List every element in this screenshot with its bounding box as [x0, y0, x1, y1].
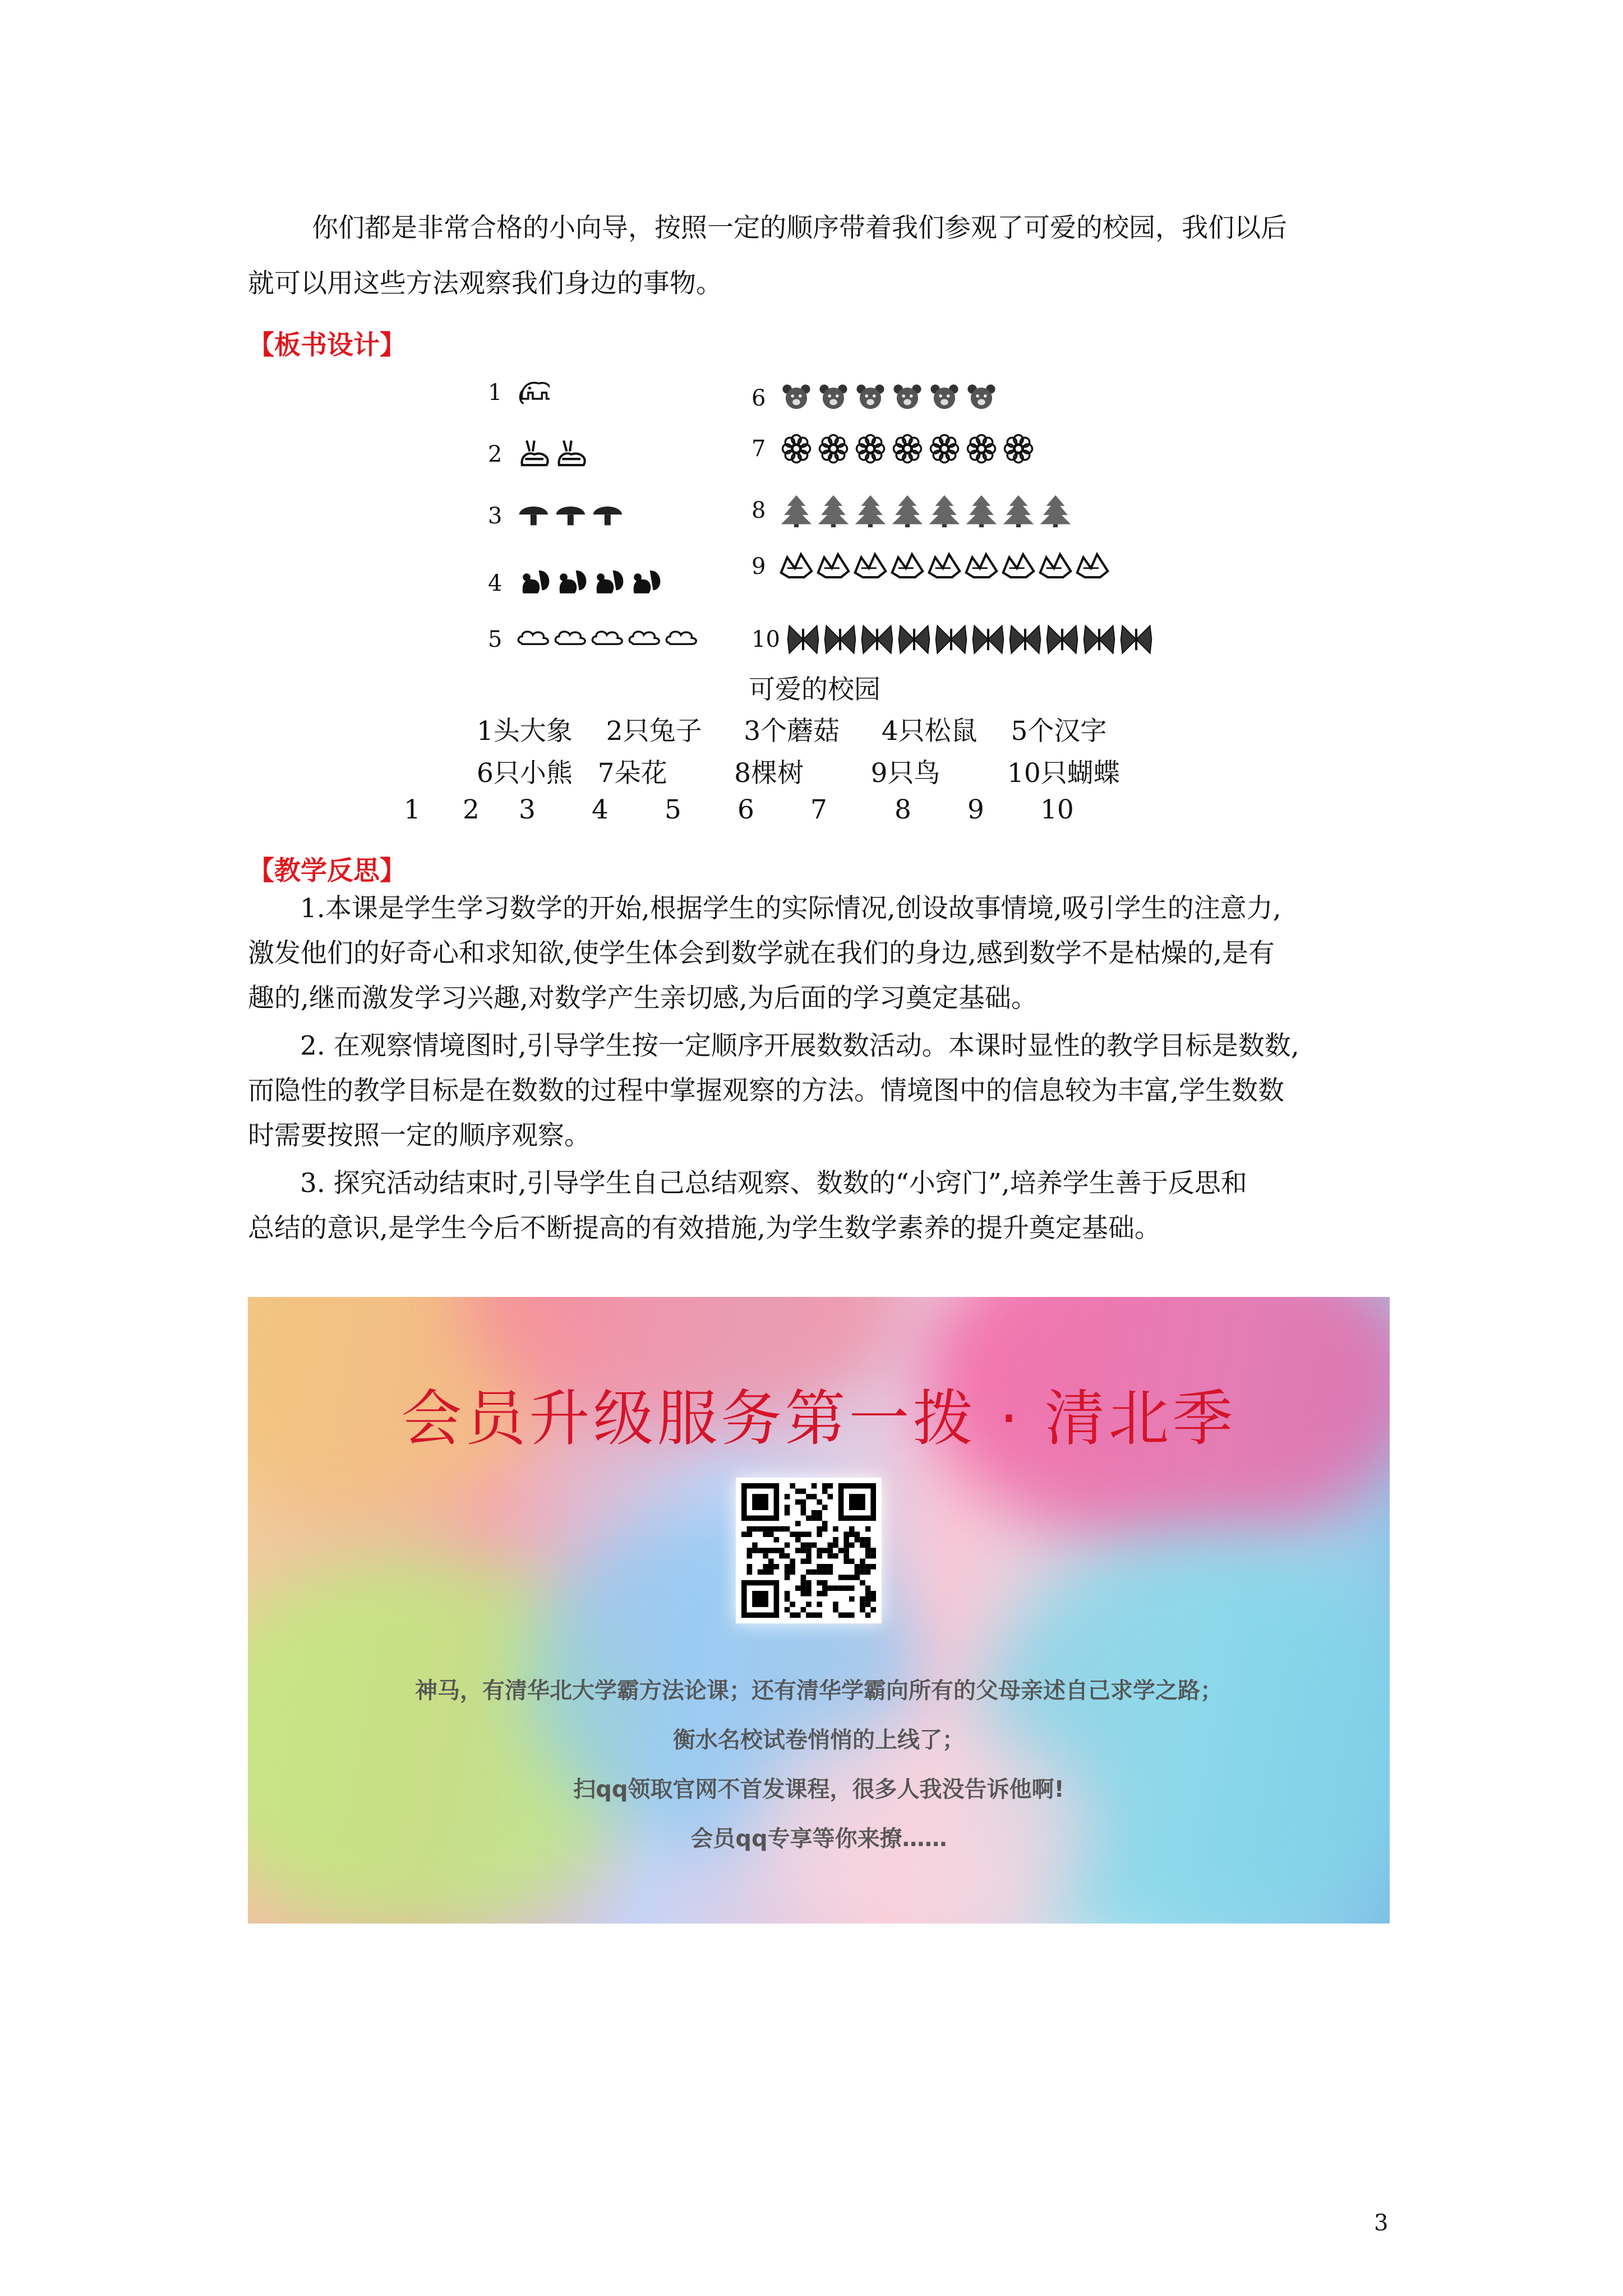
reflection-heading: 【教学反思】 — [248, 855, 406, 886]
board-row-icons — [780, 381, 998, 415]
mushroom-icon — [516, 499, 550, 533]
rabbit-icon — [553, 438, 587, 471]
reflection-p3-line: 3. 探究活动结束时,引导学生自己总结观察、数数的“小窍门”,培养学生善于反思和 — [300, 1168, 1247, 1199]
board-row-number: 10 — [751, 627, 780, 652]
butterfly-icon — [934, 623, 968, 656]
cloud-icon — [553, 623, 587, 656]
board-row — [488, 567, 661, 600]
board-row-number: 3 — [488, 503, 502, 529]
board-row — [751, 381, 998, 415]
board-row-number: 6 — [751, 385, 766, 411]
board-row — [751, 494, 1072, 527]
flower-icon — [928, 432, 961, 466]
bear-icon — [854, 381, 887, 415]
board-row — [751, 623, 1153, 656]
board-legend-line-1: 1头大象 2只兔子 3个蘑菇 4只松鼠 5个汉字 — [477, 716, 1107, 747]
banner-line-1: 神马，有清华北大学霸方法论课；还有清华学霸向所有的父母亲述自己求学之路； — [415, 1678, 1223, 1704]
cloud-icon — [516, 623, 550, 656]
banner-line-4: 会员qq专享等你来撩…… — [690, 1826, 947, 1852]
flower-icon — [965, 432, 998, 466]
promo-banner[interactable] — [248, 1297, 1390, 1924]
qr-code[interactable] — [736, 1478, 882, 1623]
squirrel-icon — [627, 567, 661, 600]
flower-icon — [891, 432, 924, 466]
number-line-item: 8 — [895, 794, 911, 825]
bear-icon — [965, 381, 998, 415]
tree-icon — [817, 494, 850, 527]
board-row — [751, 550, 1109, 583]
board-legend-line-2: 6只小熊 7朵花 8棵树 9只鸟 10只蝴蝶 — [477, 758, 1120, 789]
bird-icon — [817, 550, 850, 583]
number-line-item: 9 — [967, 794, 984, 825]
butterfly-icon — [823, 623, 857, 656]
number-line-item: 4 — [592, 794, 608, 825]
bird-icon — [965, 550, 998, 583]
tree-icon — [780, 494, 813, 527]
tree-icon — [965, 494, 998, 527]
board-row-number: 5 — [488, 627, 502, 652]
squirrel-icon — [590, 567, 624, 600]
board-row-number: 8 — [751, 498, 766, 523]
reflection-p1-line: 激发他们的好奇心和求知欲,使学生体会到数学就在我们的身边,感到数学不是枯燥的,是有 — [248, 938, 1275, 969]
butterfly-icon — [971, 623, 1005, 656]
number-line-item: 5 — [665, 794, 681, 825]
board-row-icons — [516, 438, 587, 471]
reflection-p3-line: 总结的意识,是学生今后不断提高的有效措施,为学生数学素养的提升奠定基础。 — [248, 1213, 1161, 1244]
board-row — [751, 432, 1035, 466]
mushroom-icon — [553, 499, 587, 533]
flower-icon — [854, 432, 887, 466]
board-row-icons — [516, 376, 550, 409]
board-row-icons — [780, 550, 1109, 583]
board-row-number: 9 — [751, 554, 766, 579]
banner-line-2: 衡水名校试卷悄悄的上线了； — [673, 1727, 965, 1753]
tree-icon — [1002, 494, 1035, 527]
number-line-item: 10 — [1040, 794, 1074, 825]
board-row-number: 4 — [488, 570, 502, 596]
reflection-p2-line: 时需要按照一定的顺序观察。 — [248, 1120, 591, 1151]
banner-line-3: 扫qq领取官网不首发课程，很多人我没告诉他啊! — [573, 1777, 1064, 1802]
bird-icon — [928, 550, 961, 583]
reflection-p1-line: 1.本课是学生学习数学的开始,根据学生的实际情况,创设故事情境,吸引学生的注意力, — [300, 893, 1281, 924]
butterfly-icon — [860, 623, 894, 656]
mushroom-icon — [590, 499, 624, 533]
board-row-icons — [516, 499, 624, 533]
tree-icon — [854, 494, 887, 527]
bird-icon — [891, 550, 924, 583]
squirrel-icon — [553, 567, 587, 600]
cloud-icon — [627, 623, 661, 656]
reflection-p2-line: 2. 在观察情境图时,引导学生按一定顺序开展数数活动。本课时显性的教学目标是数数, — [300, 1030, 1299, 1061]
butterfly-icon — [786, 623, 820, 656]
tree-icon — [1039, 494, 1072, 527]
reflection-p2-line: 而隐性的教学目标是在数数的过程中掌握观察的方法。情境图中的信息较为丰富,学生数数 — [248, 1075, 1284, 1106]
board-row-number: 1 — [488, 380, 502, 406]
butterfly-icon — [1008, 623, 1042, 656]
board-row-number: 2 — [488, 441, 502, 467]
butterfly-icon — [1045, 623, 1079, 656]
flower-icon — [1002, 432, 1035, 466]
bird-icon — [780, 550, 813, 583]
cloud-icon — [664, 623, 698, 656]
butterfly-icon — [1119, 623, 1153, 656]
bird-icon — [1076, 550, 1109, 583]
flower-icon — [817, 432, 850, 466]
squirrel-icon — [516, 567, 550, 600]
board-row — [488, 499, 624, 533]
board-row — [488, 438, 587, 471]
board-heading: 【板书设计】 — [248, 330, 406, 361]
butterfly-icon — [897, 623, 931, 656]
tree-icon — [928, 494, 961, 527]
board-row-icons — [516, 567, 661, 600]
board-row-icons — [780, 432, 1035, 466]
board-row-icons — [516, 623, 698, 656]
number-line-item: 1 — [404, 794, 421, 825]
reflection-p1-line: 趣的,继而激发学习兴趣,对数学产生亲切感,为后面的学习奠定基础。 — [248, 983, 1038, 1014]
bird-icon — [1039, 550, 1072, 583]
board-row — [488, 623, 698, 656]
page-number: 3 — [1374, 2210, 1389, 2236]
board-row-icons — [786, 623, 1153, 656]
rabbit-icon — [516, 438, 550, 471]
number-line-item: 6 — [737, 794, 754, 825]
cloud-icon — [590, 623, 624, 656]
butterfly-icon — [1082, 623, 1116, 656]
number-line-item: 3 — [519, 794, 536, 825]
bird-icon — [1002, 550, 1035, 583]
bear-icon — [780, 381, 813, 415]
bear-icon — [817, 381, 850, 415]
intro-line-2: 就可以用这些方法观察我们身边的事物。 — [248, 268, 722, 299]
bear-icon — [891, 381, 924, 415]
elephant-icon — [516, 376, 550, 409]
board-caption: 可爱的校园 — [749, 674, 880, 705]
number-line-item: 7 — [810, 794, 827, 825]
qr-code-icon — [741, 1483, 876, 1618]
board-row-number: 7 — [751, 436, 766, 462]
flower-icon — [780, 432, 813, 466]
tree-icon — [891, 494, 924, 527]
bear-icon — [928, 381, 961, 415]
board-row-icons — [780, 494, 1072, 527]
banner-title: 会员升级服务第一拨 · 清北季 — [401, 1384, 1237, 1454]
bird-icon — [854, 550, 887, 583]
number-line-item: 2 — [463, 794, 479, 825]
intro-line-1: 你们都是非常合格的小向导，按照一定的顺序带着我们参观了可爱的校园，我们以后 — [312, 213, 1287, 243]
board-row — [488, 376, 550, 409]
